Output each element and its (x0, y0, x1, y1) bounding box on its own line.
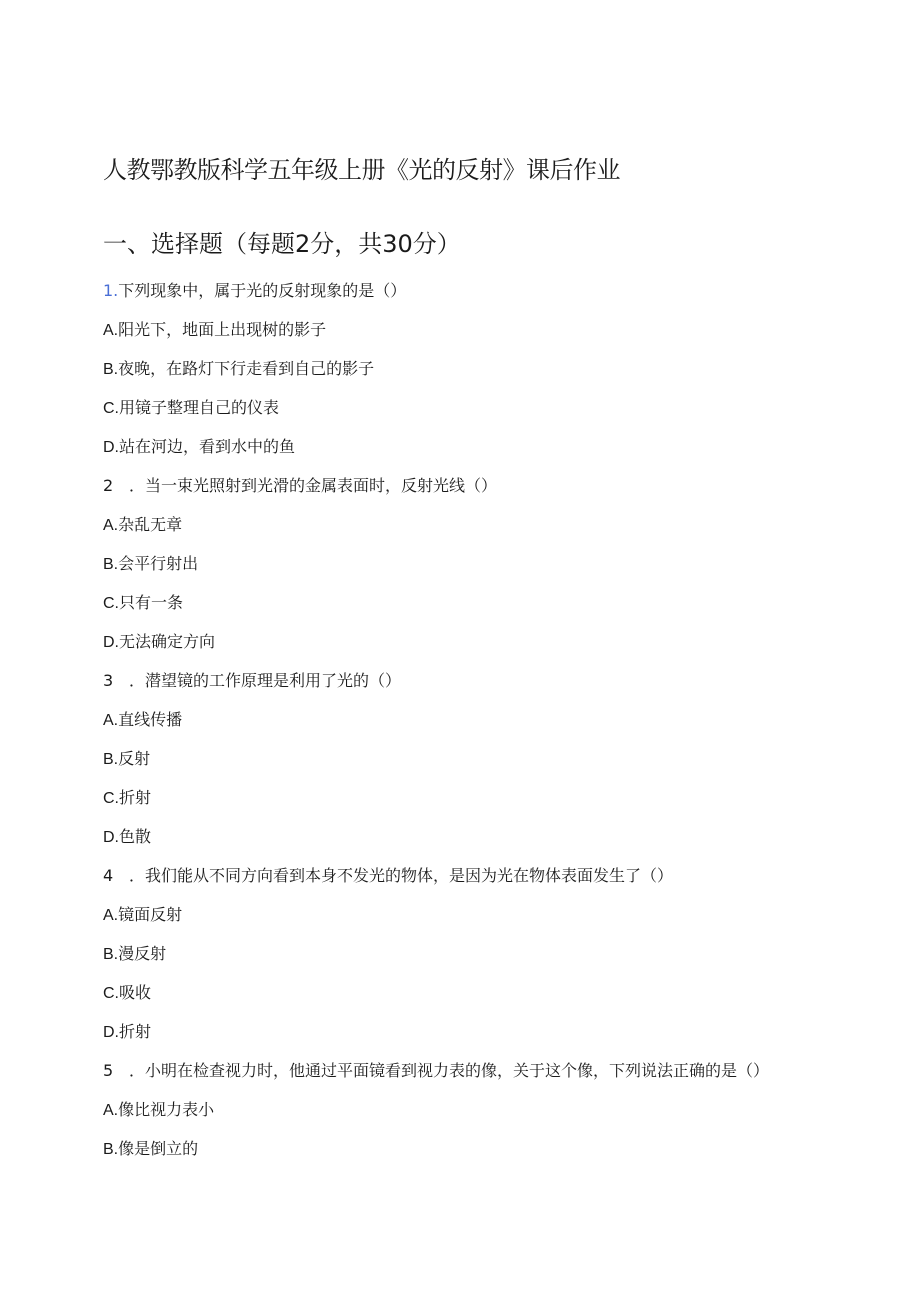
option-text: 会平行射出 (118, 554, 199, 573)
option-letter: C. (103, 595, 119, 612)
question-number: 4 (103, 866, 114, 885)
option-letter: D. (103, 634, 119, 651)
option-letter: A. (103, 1102, 119, 1119)
option-3c (103, 788, 151, 809)
question-number: 2 (103, 476, 114, 495)
option-text: 站在河边，看到水中的鱼 (119, 437, 296, 456)
option-1c (103, 398, 279, 419)
option-3b (103, 749, 150, 770)
option-letter: A. (103, 517, 119, 534)
option-letter: B. (103, 361, 119, 378)
question-text: 下列现象中，属于光的反射现象的是（） (118, 281, 407, 300)
question-text: ．潜望镜的工作原理是利用了光的（） (129, 671, 402, 690)
option-5a (103, 1100, 214, 1121)
option-letter: B. (103, 946, 119, 963)
question-text: ．我们能从不同方向看到本身不发光的物体，是因为光在物体表面发生了（） (129, 866, 674, 885)
option-letter: A. (103, 907, 119, 924)
option-letter: D. (103, 439, 119, 456)
option-3a (103, 710, 182, 731)
option-letter: B. (103, 751, 119, 768)
option-text: 吸收 (119, 983, 152, 1002)
option-letter: B. (103, 1141, 119, 1158)
option-letter: C. (103, 400, 119, 417)
question-number: 3 (103, 671, 114, 690)
option-4a (103, 905, 182, 926)
option-letter: B. (103, 556, 119, 573)
option-letter: A. (103, 322, 119, 339)
question-4 (103, 866, 673, 886)
question-1 (103, 281, 406, 301)
option-4c (103, 983, 151, 1004)
option-2a (103, 515, 182, 536)
option-letter: D. (103, 1024, 119, 1041)
section-heading: 一、选择题（每题2分，共30分） (103, 230, 461, 258)
option-text: 折射 (119, 788, 152, 807)
option-1a (103, 320, 326, 341)
option-text: 色散 (119, 827, 152, 846)
option-text: 只有一条 (119, 593, 184, 612)
option-4d (103, 1022, 151, 1043)
option-text: 杂乱无章 (118, 515, 183, 534)
option-3d (103, 827, 151, 848)
option-text: 直线传播 (118, 710, 183, 729)
option-2b (103, 554, 198, 575)
document-title: 人教鄂教版科学五年级上册《光的反射》课后作业 (103, 156, 620, 184)
question-number: 1. (103, 281, 119, 300)
option-5b (103, 1139, 198, 1160)
question-text: ．小明在检查视力时，他通过平面镜看到视力表的像，关于这个像，下列说法正确的是（） (129, 1061, 770, 1080)
option-letter: D. (103, 829, 119, 846)
option-text: 像是倒立的 (118, 1139, 199, 1158)
question-text: ．当一束光照射到光滑的金属表面时，反射光线（） (129, 476, 498, 495)
option-1d (103, 437, 295, 458)
option-text: 反射 (118, 749, 151, 768)
option-text: 用镜子整理自己的仪表 (119, 398, 280, 417)
option-letter: C. (103, 985, 119, 1002)
option-text: 夜晚，在路灯下行走看到自己的影子 (118, 359, 375, 378)
option-text: 折射 (119, 1022, 152, 1041)
question-3 (103, 671, 401, 691)
option-2d (103, 632, 215, 653)
option-text: 阳光下，地面上出现树的影子 (118, 320, 327, 339)
option-4b (103, 944, 166, 965)
question-number: 5 (103, 1061, 114, 1080)
option-text: 镜面反射 (118, 905, 183, 924)
question-5 (103, 1061, 769, 1081)
option-1b (103, 359, 374, 380)
option-text: 无法确定方向 (119, 632, 216, 651)
option-text: 像比视力表小 (118, 1100, 215, 1119)
question-2 (103, 476, 497, 496)
option-text: 漫反射 (118, 944, 167, 963)
option-letter: C. (103, 790, 119, 807)
option-2c (103, 593, 183, 614)
option-letter: A. (103, 712, 119, 729)
